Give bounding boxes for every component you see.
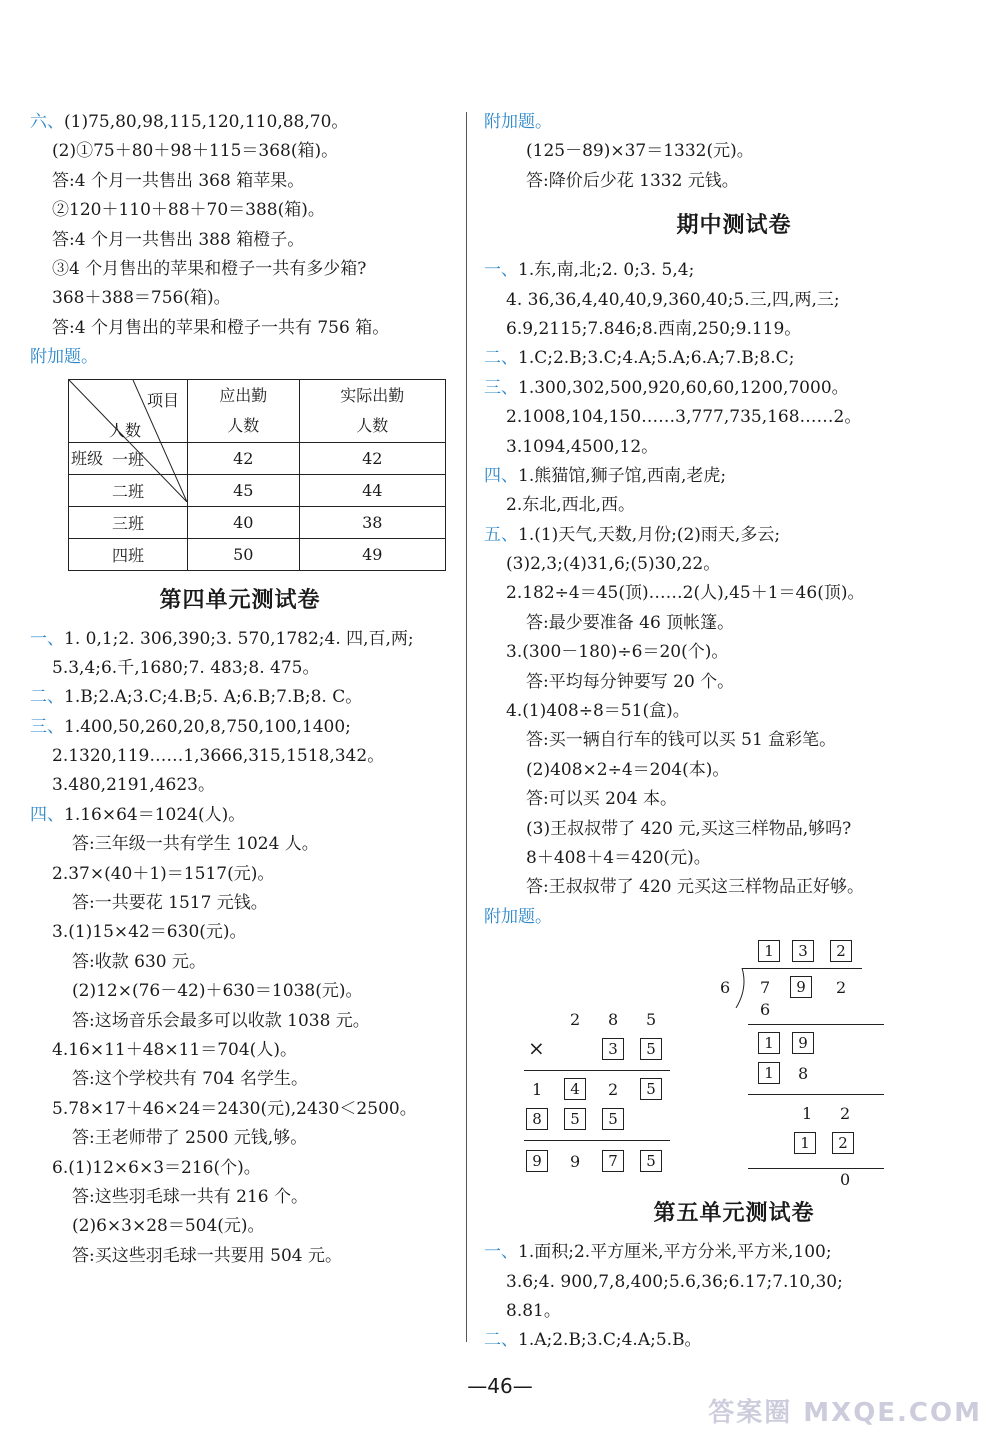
answer-line (484, 844, 984, 873)
header-item: 项目 (147, 390, 180, 410)
division-bar (742, 968, 862, 969)
answer-line (30, 860, 450, 889)
question-number: 一、 (484, 260, 518, 281)
answer-text: 3.480,2191,4623。 (52, 775, 216, 796)
answer-text: 5.78×17＋46×24＝2430(元),2430＜2500。 (52, 1098, 417, 1119)
answer-line (30, 137, 450, 166)
answer-line (484, 1326, 984, 1355)
question-number: 三、 (30, 716, 64, 737)
answer-line (484, 638, 984, 667)
question-number: 四、 (30, 804, 64, 825)
answer-line (30, 255, 450, 284)
answer-text: 3.1094,4500,12。 (506, 436, 659, 457)
attendance-table (68, 379, 446, 571)
answer-line (30, 625, 450, 654)
question-number: 二、 (30, 687, 64, 708)
answer-line (30, 1212, 450, 1241)
answer-line (484, 1268, 984, 1297)
answer-line (484, 315, 984, 344)
answer-text: 3.(1)15×42＝630(元)。 (52, 922, 247, 943)
bonus-label-top: 附加题。 (484, 112, 552, 132)
answer-text: (3)王叔叔带了 420 元,买这三样物品,够吗? (526, 818, 852, 839)
answer-text: (1)75,80,98,115,120,110,88,70。 (64, 112, 349, 132)
answer-line (30, 830, 450, 859)
answer-line (484, 550, 984, 579)
answer-text: 答:王叔叔带了 420 元买这三样物品正好够。 (526, 877, 864, 898)
answer-text: (2)408×2÷4＝204(本)。 (526, 759, 730, 780)
table-row: 三班 40 38 (69, 506, 446, 538)
answer-text: 2.东北,西北,西。 (506, 495, 636, 516)
answer-line (30, 1007, 450, 1036)
answer-line (484, 579, 984, 608)
answer-text: 8＋408＋4＝420(元)。 (526, 847, 711, 868)
question-number: 四、 (484, 465, 518, 486)
answer-line (30, 742, 450, 771)
bonus-label: 附加题。 (30, 347, 98, 368)
answer-line (30, 889, 450, 918)
table-diagonal-header (69, 379, 188, 468)
answer-line (484, 344, 984, 373)
answer-text: (2)6×3×28＝504(元)。 (72, 1216, 265, 1237)
answer-line (30, 1036, 450, 1065)
answer-line (30, 1095, 450, 1124)
answer-text: ②120＋110＋88＋70＝388(箱)。 (52, 200, 325, 221)
answer-text: 3.6;4. 900,7,8,400;5.6,36;6.17;7.10,30; (506, 1271, 843, 1292)
answer-line (484, 491, 984, 520)
question-number: 三、 (484, 377, 518, 398)
answer-line (484, 462, 984, 491)
answer-text: 答:4 个月一共售出 388 箱橙子。 (52, 229, 305, 250)
answer-line (30, 977, 450, 1006)
answer-text: 2.37×(40＋1)＝1517(元)。 (52, 863, 275, 884)
answer-text: 2.1320,119……1,3666,315,1518,342。 (52, 746, 385, 767)
answer-line (30, 1242, 450, 1271)
answer-line (30, 771, 450, 800)
answer-text: 368＋388＝756(箱)。 (52, 288, 231, 309)
rule-line (748, 1094, 884, 1095)
answer-text: 1.300,302,500,920,60,60,1200,7000。 (518, 377, 849, 398)
answer-text: 1.B;2.A;3.C;4.B;5. A;6.B;7.B;8. C。 (64, 687, 363, 708)
answer-text: 答:王老师带了 2500 元钱,够。 (72, 1128, 308, 1149)
answer-line (484, 873, 984, 902)
answer-line (30, 713, 450, 742)
table-row: 一班 42 42 (69, 442, 446, 474)
answer-line (484, 815, 984, 844)
answer-line (30, 284, 450, 313)
answer-text: 1. 0,1;2. 306,390;3. 570,1782;4. 四,百,两; (64, 628, 414, 649)
answer-line (30, 918, 450, 947)
answer-text: 1.(1)天气,天数,月份;(2)雨天,多云; (518, 524, 781, 545)
answers-unit5 (484, 1238, 984, 1356)
answer-text: 1.16×64＝1024(人)。 (64, 804, 246, 825)
answer-text: 4.(1)408÷8＝51(盒)。 (506, 701, 690, 722)
answer-text: 答:这场音乐会最多可以收款 1038 元。 (72, 1010, 370, 1031)
times-sign: × (528, 1036, 545, 1061)
answer-text: 答:可以买 204 本。 (526, 789, 677, 810)
page-number: —46— (467, 1374, 533, 1398)
question-number: 一、 (30, 628, 64, 649)
rule-line (524, 1070, 670, 1071)
answer-line (484, 756, 984, 785)
answer-text: (2)①75＋80＋98＋115＝368(箱)。 (52, 141, 339, 162)
answer-line (484, 785, 984, 814)
answer-text: 答:买这些羽毛球一共要用 504 元。 (72, 1245, 342, 1266)
answer-text: 1.熊猫馆,狮子馆,西南,老虎; (518, 465, 727, 486)
answer-text: 8.81。 (506, 1300, 561, 1321)
answer-line (30, 108, 450, 137)
bonus-answers (484, 137, 984, 196)
answer-line (484, 167, 984, 196)
answer-text: 4. 36,36,4,40,40,9,360,40;5.三,四,两,三; (506, 289, 840, 310)
watermark: 答案圈 MXQE.COM (708, 1398, 982, 1428)
answer-text: 答:最少要准备 46 顶帐篷。 (526, 612, 735, 633)
answer-text: ③4 个月售出的苹果和橙子一共有多少箱? (52, 258, 367, 279)
answer-line (484, 521, 984, 550)
answer-text: 答:4 个月一共售出 368 箱苹果。 (52, 170, 305, 191)
answer-line (484, 286, 984, 315)
answer-line (30, 226, 450, 255)
answers-midterm (484, 256, 984, 903)
answer-line (484, 609, 984, 638)
answer-line (30, 683, 450, 712)
answer-line (30, 948, 450, 977)
answer-text: 6.(1)12×6×3＝216(个)。 (52, 1157, 261, 1178)
rule-line (748, 1024, 884, 1025)
answer-text: (125－89)×37＝1332(元)。 (526, 141, 754, 162)
answer-line (30, 196, 450, 225)
rule-line (748, 1168, 884, 1169)
answer-line (484, 668, 984, 697)
column-divider (466, 112, 467, 1342)
answer-line (30, 1154, 450, 1183)
answer-text: 答:降价后少花 1332 元钱。 (526, 170, 739, 191)
answer-text: 1.东,南,北;2. 0;3. 5,4; (518, 260, 695, 281)
answer-line (484, 137, 984, 166)
answer-text: 2.1008,104,150……3,777,735,168……2。 (506, 407, 862, 428)
rule-line (524, 1140, 670, 1141)
answer-line (484, 403, 984, 432)
answer-line (30, 167, 450, 196)
answer-line (484, 256, 984, 285)
answer-line (30, 314, 450, 343)
answer-text: 答:三年级一共有学生 1024 人。 (72, 834, 319, 855)
answer-text: 答:收款 630 元。 (72, 951, 206, 972)
answer-line (484, 1297, 984, 1326)
table-row: 四班 50 49 (69, 538, 446, 570)
answer-text: 答:一共要花 1517 元钱。 (72, 893, 268, 914)
answer-text: 1.A;2.B;3.C;4.A;5.B。 (518, 1330, 702, 1351)
header-class: 班级 (71, 448, 104, 468)
answer-text: 答:这个学校共有 704 名学生。 (72, 1069, 308, 1090)
answer-line (484, 433, 984, 462)
header-actual: 实际出勤 人数 (299, 379, 446, 442)
right-column (484, 108, 984, 1356)
table-row: 二班 45 44 (69, 474, 446, 506)
answer-text: 5.3,4;6.千,1680;7. 483;8. 475。 (52, 657, 320, 678)
left-column (30, 108, 450, 1271)
answer-text: 1.C;2.B;3.C;4.A;5.A;6.A;7.B;8.C; (518, 348, 795, 369)
vertical-calculations: 2 8 5 × 3 5 1 4 2 5 8 5 5 9 9 7 5 1 3 2 6 7 9 2 6 1 9 1 8 1 2 1 2 0 (484, 932, 984, 1190)
answer-line (484, 726, 984, 755)
answer-text: (3)2,3;(4)31,6;(5)30,22。 (506, 554, 721, 575)
answer-text: 答:这些羽毛球一共有 216 个。 (72, 1186, 308, 1207)
question-number: 一、 (484, 1242, 518, 1263)
answer-text: 2.182÷4＝45(顶)……2(人),45＋1＝46(顶)。 (506, 583, 865, 604)
answer-line (30, 801, 450, 830)
division-bracket (734, 968, 746, 1008)
answer-text: 1.面积;2.平方厘米,平方分米,平方米,100; (518, 1242, 832, 1263)
answer-text: 4.16×11＋48×11＝704(人)。 (52, 1039, 297, 1060)
answer-text: 3.(300－180)÷6＝20(个)。 (506, 642, 729, 663)
answer-text: 答:平均每分钟要写 20 个。 (526, 671, 735, 692)
question-number: 六、 (30, 112, 64, 132)
answer-line (30, 654, 450, 683)
question-number: 二、 (484, 1330, 518, 1351)
question-number: 二、 (484, 348, 518, 369)
answers-unit4 (30, 625, 450, 1272)
header-people: 人数 (109, 420, 142, 440)
section-title-unit4: 第四单元测试卷 (159, 587, 321, 613)
answer-line (484, 374, 984, 403)
answer-text: (2)12×(76－42)＋630＝1038(元)。 (72, 981, 363, 1002)
section-title-unit5: 第五单元测试卷 (653, 1201, 815, 1227)
answers-part-six (30, 108, 450, 343)
answer-line (484, 1238, 984, 1267)
answer-text: 答:4 个月售出的苹果和橙子一共有 756 箱。 (52, 317, 390, 338)
answer-text: 6.9,2115;7.846;8.西南,250;9.119。 (506, 318, 802, 339)
header-expected: 应出勤 人数 (188, 379, 300, 442)
bonus-label-2: 附加题。 (484, 906, 552, 927)
question-number: 五、 (484, 524, 518, 545)
section-title-midterm: 期中测试卷 (676, 213, 792, 239)
answer-text: 答:买一辆自行车的钱可以买 51 盒彩笔。 (526, 730, 837, 751)
answer-line (484, 697, 984, 726)
answer-line (30, 1183, 450, 1212)
answer-line (30, 1124, 450, 1153)
answer-line (30, 1065, 450, 1094)
answer-text: 1.400,50,260,20,8,750,100,1400; (64, 716, 351, 737)
